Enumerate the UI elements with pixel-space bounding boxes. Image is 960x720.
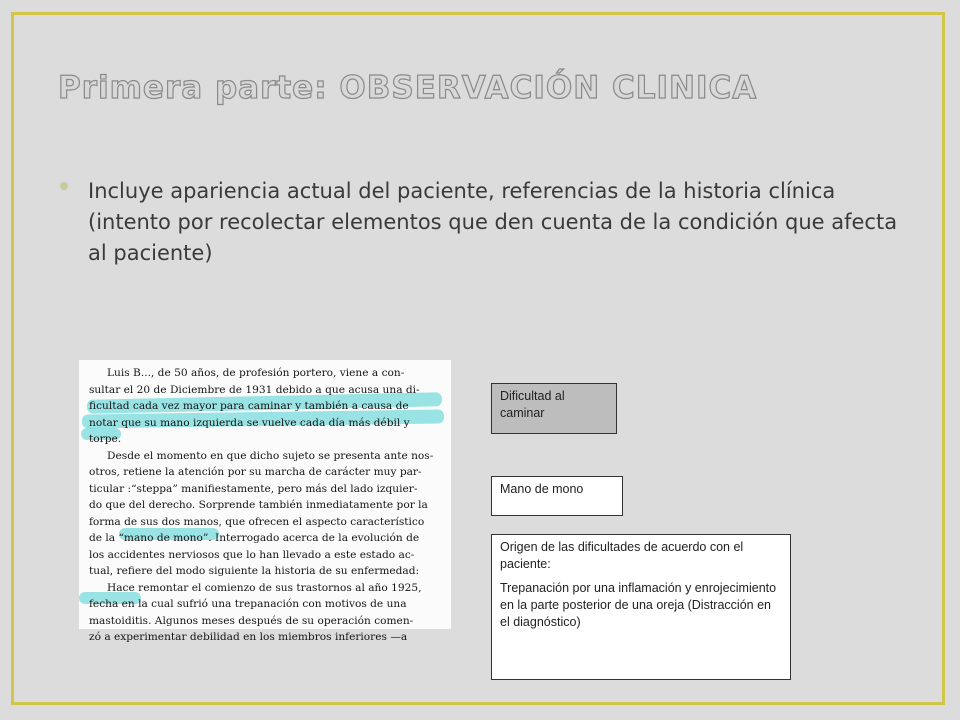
note-origin-detail: Trepanación por una inflamación y enrojecimiento en la parte posterior de una oreja (Distracción en el diagnóstico): [500, 581, 777, 629]
scanned-document-image: [79, 360, 451, 643]
note-box-monkey-hand: Mano de mono: [491, 476, 623, 516]
bullet-item: [60, 176, 910, 269]
scan-line: Luis B..., de 50 años, de profesión portero, viene a con-: [107, 367, 405, 379]
scan-line: ticular :“steppa” manifiestamente, pero más del lado izquier-: [89, 482, 418, 495]
bullet-dot-icon: [60, 182, 68, 190]
bullet-text: Incluye apariencia actual del paciente, referencias de la historia clínica (intento por recolectar elementos que den cuenta de la condición que afecta al paciente): [88, 179, 898, 265]
slide-title: Primera parte: OBSERVACIÓN CLINICA: [58, 70, 758, 106]
scan-line: sultar el 20 de Diciembre de 1931 debido a que acusa una di-: [89, 383, 420, 396]
scan-line: Desde el momento en que dicho sujeto se presenta ante nos-: [107, 449, 434, 462]
scan-line: notar que su mano izquierda se vuelve cada día más débil y: [89, 416, 410, 429]
scan-line: ficultad cada vez mayor para caminar y también a causa de: [89, 400, 409, 412]
scan-line: mastoiditis. Algunos meses después de su operación comen-: [89, 614, 414, 627]
note-box-origin: [491, 534, 791, 680]
note-origin-heading: Origen de las dificultades de acuerdo con el paciente:: [500, 540, 744, 571]
scan-line: tual, refiere del modo siguiente la historia de su enfermedad:: [89, 565, 420, 577]
note-box-walking-difficulty: Dificultad al caminar: [491, 383, 617, 434]
scan-line: fecha en la cual sufrió una trepanación con motivos de una: [89, 598, 407, 610]
scan-line: de la “mano de mono”. Interrogado acerca de la evolución de: [89, 532, 420, 544]
scan-line: otros, retiene la atención por su marcha de carácter muy par-: [89, 466, 422, 478]
scan-line: forma de sus dos manos, que ofrecen el aspecto característico: [89, 515, 425, 528]
scan-line: Hace remontar el comienzo de sus trastornos al año 1925,: [107, 581, 422, 594]
scan-text: [89, 365, 444, 646]
scan-line: do que del derecho. Sorprende también inmediatamente por la: [89, 499, 428, 511]
scan-line: torpe.: [89, 433, 122, 445]
scan-line: zó a experimentar debilidad en los miembros inferiores —a: [89, 631, 408, 643]
scan-line: los accidentes nerviosos que lo han llevado a este estado ac-: [89, 548, 415, 561]
